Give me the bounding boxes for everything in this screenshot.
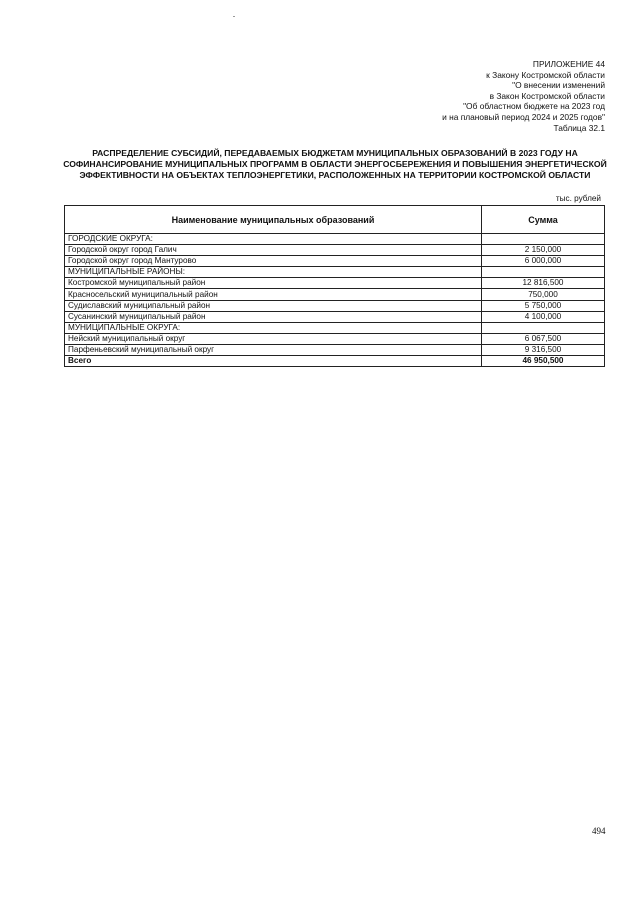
row-name: ГОРОДСКИЕ ОКРУГА:	[65, 234, 482, 245]
row-name: Всего	[65, 356, 482, 367]
row-name: Красносельский муниципальный район	[65, 289, 482, 300]
table-group-row	[65, 322, 605, 333]
scan-speck	[233, 16, 235, 17]
table-row	[65, 311, 605, 322]
header-name: Наименование муниципальных образований	[65, 206, 482, 234]
appendix-line: в Закон Костромской области	[489, 90, 605, 101]
row-name: Костромской муниципальный район	[65, 278, 482, 289]
table-group-row	[65, 267, 605, 278]
page-number: 494	[592, 826, 606, 836]
appendix-line: ПРИЛОЖЕНИЕ 44	[532, 59, 605, 69]
appendix-line: "Об областном бюджете на 2023 год	[463, 101, 605, 112]
table-body	[65, 234, 605, 367]
row-amount: 2 150,000	[482, 245, 605, 256]
table-row	[65, 333, 605, 344]
subsidy-table	[64, 205, 605, 367]
row-name: МУНИЦИПАЛЬНЫЕ ОКРУГА:	[65, 322, 482, 333]
table-row	[65, 300, 605, 311]
document-title: РАСПРЕДЕЛЕНИЕ СУБСИДИЙ, ПЕРЕДАВАЕМЫХ БЮДЖЕТАМ МУНИЦИПАЛЬНЫХ ОБРАЗОВАНИЙ В 2023 ГОДУ НА СОФИНАНСИРОВАНИЕ МУНИЦИПАЛЬНЫХ ПРОГРАММ В ОБЛАСТИ ЭНЕРГОСБЕРЕЖЕНИЯ И ПОВЫШЕНИЯ ЭНЕРГЕТИЧЕСКОЙ ЭФФЕКТИВНОСТИ НА ОБЪЕКТАХ ТЕПЛОЭНЕРГЕТИКИ, РАСПОЛОЖЕННЫХ НА ТЕРРИТОРИИ КОСТРОМСКОЙ ОБЛАСТИ	[63, 148, 607, 181]
row-name: Судиславский муниципальный район	[65, 300, 482, 311]
row-name: МУНИЦИПАЛЬНЫЕ РАЙОНЫ:	[65, 267, 482, 278]
appendix-line: Таблица 32.1	[553, 122, 605, 133]
row-amount	[482, 267, 605, 278]
row-name: Сусанинский муниципальный район	[65, 311, 482, 322]
row-name: Городской округ город Мантурово	[65, 256, 482, 267]
row-name: Нейский муниципальный округ	[65, 333, 482, 344]
appendix-header	[345, 59, 605, 133]
row-amount: 9 316,500	[482, 344, 605, 355]
table-row	[65, 344, 605, 355]
row-amount: 6 000,000	[482, 256, 605, 267]
row-amount: 5 750,000	[482, 300, 605, 311]
header-amount: Сумма	[482, 206, 605, 234]
table-total-row	[65, 356, 605, 367]
appendix-line: "О внесении изменений	[512, 80, 605, 91]
row-amount: 750,000	[482, 289, 605, 300]
row-amount: 4 100,000	[482, 311, 605, 322]
row-amount: 46 950,500	[482, 356, 605, 367]
table-row	[65, 256, 605, 267]
units-label: тыс. рублей	[555, 194, 601, 203]
row-name: Парфеньевский муниципальный округ	[65, 344, 482, 355]
table-row	[65, 289, 605, 300]
table-row	[65, 278, 605, 289]
row-amount: 12 816,500	[482, 278, 605, 289]
row-amount	[482, 322, 605, 333]
table-header-row	[65, 206, 605, 234]
row-amount: 6 067,500	[482, 333, 605, 344]
row-name: Городской округ город Галич	[65, 245, 482, 256]
appendix-line: к Закону Костромской области	[486, 69, 605, 80]
row-amount	[482, 234, 605, 245]
table-row	[65, 245, 605, 256]
appendix-line: и на плановый период 2024 и 2025 годов"	[442, 111, 605, 122]
table-group-row	[65, 234, 605, 245]
